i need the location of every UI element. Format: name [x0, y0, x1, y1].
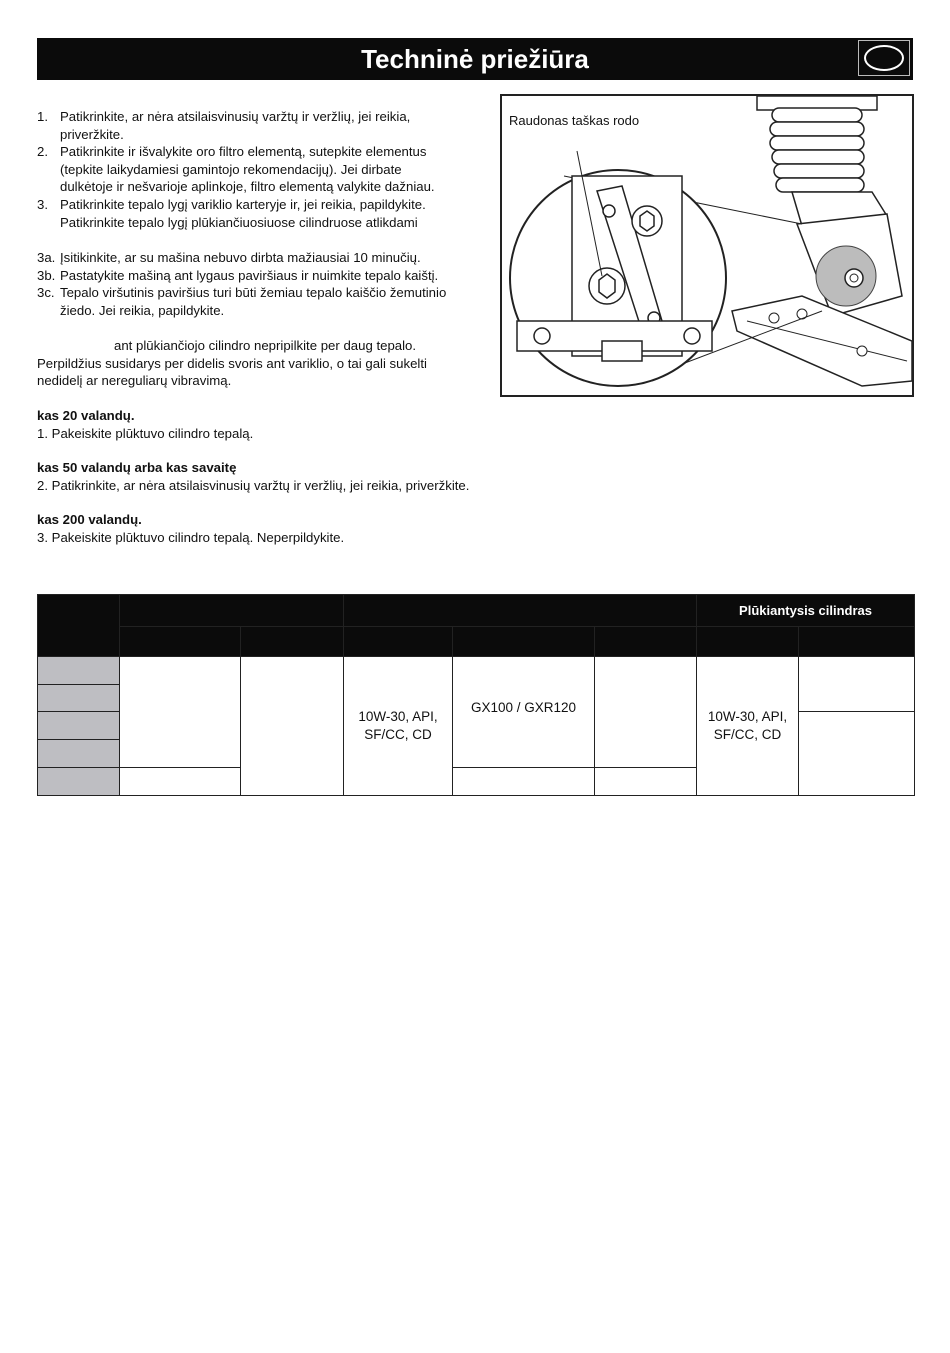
cell-col5-5 [595, 768, 697, 796]
header-ramming-cylinder: Plūkiantysis cilindras [697, 595, 915, 627]
cell-model-group [120, 657, 241, 768]
maintenance-checklist [37, 108, 507, 231]
ramming-oil-spec: 10W-30, API, SF/CC, CD [697, 657, 799, 796]
figure-caption: Raudonas taškas rodo [509, 113, 640, 128]
page-title: Techninė priežiūra [361, 44, 589, 74]
maintenance-schedule [37, 407, 637, 547]
cell-col2 [241, 657, 344, 796]
cell-model-5 [120, 768, 241, 796]
subheader-6 [697, 627, 799, 657]
checklist-item-2: 2. Patikrinkite ir išvalykite oro filtro elementą, sutepkite elementus (tepkite laikydamiesi gamintojo rekomendacijų). Jei dirbate dulkėtoje ir nešvarioje aplinkoje, filtro elementą valykite dažniau. [37, 144, 435, 195]
page-header [37, 38, 913, 80]
schedule-20h: kas 20 valandų. 1. Pakeiskite plūktuvo cilindro tepalą. [37, 408, 254, 441]
oil-check-substeps [37, 249, 507, 319]
cell-col7-lower [799, 712, 915, 796]
language-oval-icon [864, 45, 904, 71]
cell-col7-upper [799, 657, 915, 712]
substep-3c: 3c. Tepalo viršutinis paviršius turi būti žemiau tepalo kaiščio žemutinio žiedo. Jei reikia, papildykite. [37, 285, 447, 318]
row-label-5 [38, 768, 120, 796]
cell-col5 [595, 657, 697, 768]
lubrication-spec-table [37, 594, 915, 796]
header-blank-corner [38, 595, 120, 657]
row-label-2 [38, 685, 120, 712]
schedule-200h: kas 200 valandų. 3. Pakeiskite plūktuvo cilindro tepalą. Neperpildykite. [37, 512, 345, 545]
subheader-7 [799, 627, 915, 657]
subheader-2 [241, 627, 344, 657]
header-group-1 [120, 595, 344, 627]
engine-oil-spec: 10W-30, API, SF/CC, CD [344, 657, 453, 796]
checklist-item-3: 3. Patikrinkite tepalo lygį variklio karteryje ir, jei reikia, papildykite. Patikrinkite tepalo lygį plūkiančiuosiuose cilindruose atlikdami [37, 196, 426, 230]
subheader-5 [595, 627, 697, 657]
row-label-1 [38, 657, 120, 685]
cell-engine-model-5 [453, 768, 595, 796]
row-label-4 [38, 740, 120, 768]
subheader-4 [453, 627, 595, 657]
substep-3a: 3a. Įsitikinkite, ar su mašina nebuvo dirbta mažiausiai 10 minučių. [37, 250, 421, 265]
checklist-item-1: 1. Patikrinkite, ar nėra atsilaisvinusių varžtų ir veržlių, jei reikia, priveržkite. [37, 109, 411, 142]
header-group-engine [344, 595, 697, 627]
schedule-50h: kas 50 valandų arba kas savaitę 2. Patikrinkite, ar nėra atsilaisvinusių varžtų ir veržlių, jei reikia, priveržkite. [37, 460, 470, 493]
substep-3b: 3b. Pastatykite mašiną ant lygaus paviršiaus ir nuimkite tepalo kaištį. [37, 267, 439, 283]
rammer-illustration [502, 96, 914, 397]
overfill-warning: ant plūkiančiojo cilindro nepripilkite per daug tepalo. Perpildžius susidarys per didelis svoris ant variklio, o tai gali sukelti nedidelį ar nereguliarų vibravimą. [37, 338, 427, 389]
subheader-1 [120, 627, 241, 657]
row-label-3 [38, 712, 120, 740]
subheader-3 [344, 627, 453, 657]
language-badge [858, 40, 910, 76]
oil-level-figure [500, 94, 914, 397]
cell-engine-model: GX100 / GXR120 [453, 657, 595, 768]
